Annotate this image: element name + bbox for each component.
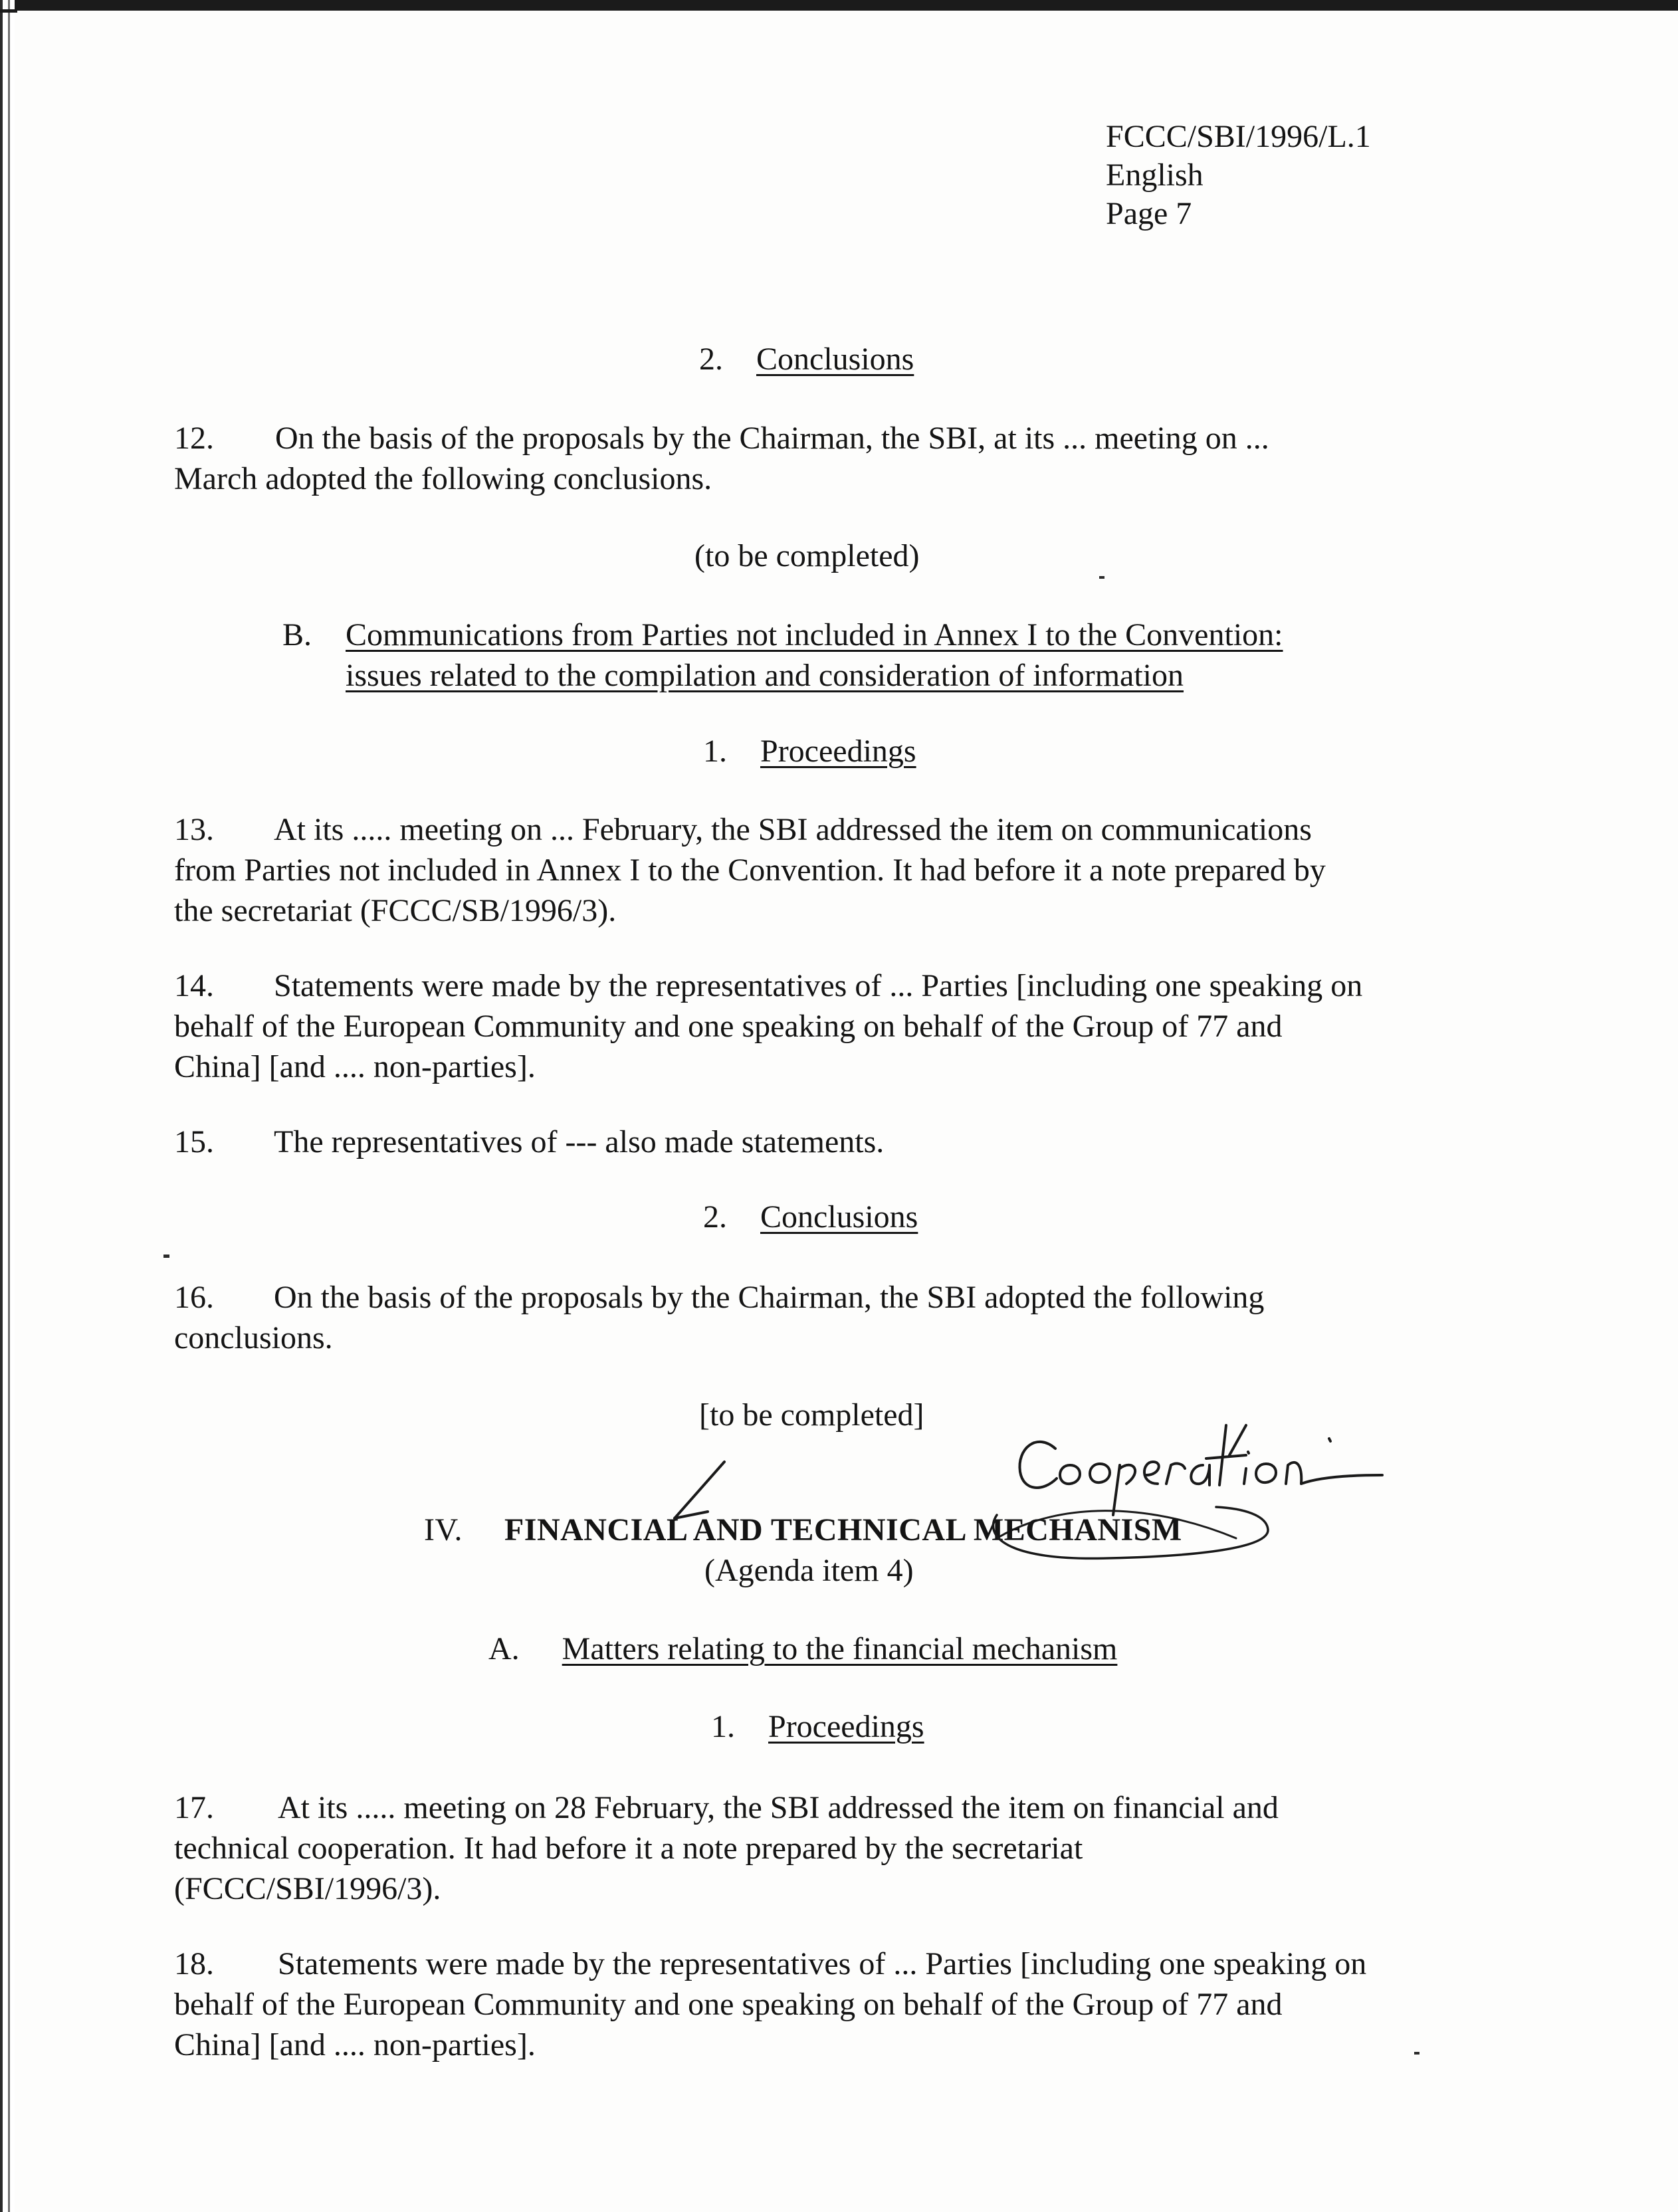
placeholder-to-be-completed: (to be completed) [694, 538, 920, 573]
document-symbol: FCCC/SBI/1996/L.1 [1106, 119, 1371, 154]
handwritten-circle-mark [977, 1495, 1283, 1575]
section-title: Conclusions [760, 1199, 918, 1235]
section-title: Matters relating to the financial mechanism [562, 1631, 1118, 1666]
scan-top-border [0, 0, 1678, 11]
paragraph-line: (FCCC/SBI/1996/3). [174, 1871, 441, 1906]
section-letter: A. [488, 1631, 520, 1666]
section-heading-proceedings [711, 1706, 924, 1747]
paragraph-line: technical cooperation. It had before it a note prepared by the secretariat [174, 1831, 1083, 1866]
paragraph-number: 13. [174, 812, 214, 847]
placeholder-to-be-completed: [to be completed] [699, 1397, 924, 1433]
paragraph-line: from Parties not included in Annex I to the Convention. It had before it a note prepared by [174, 853, 1326, 888]
paragraph-line: At its ..... meeting on ... February, the SBI addressed the item on communications [274, 812, 1312, 847]
section-heading-proceedings [703, 731, 916, 771]
paragraph-line: conclusions. [174, 1320, 333, 1356]
section-number: 2. [703, 1199, 727, 1235]
paragraph-15 [174, 1122, 884, 1162]
section-number: 1. [711, 1709, 735, 1744]
paragraph-number: 12. [174, 421, 214, 456]
chapter-numeral: IV. [424, 1512, 463, 1548]
scan-speck [1099, 576, 1104, 579]
section-heading-conclusions [703, 1197, 918, 1237]
paragraph-line: At its ..... meeting on 28 February, the SBI addressed the item on financial and [278, 1790, 1279, 1825]
section-number: 2. [699, 342, 723, 377]
scan-speck [163, 1255, 169, 1258]
section-title: Proceedings [760, 734, 916, 769]
agenda-item-label: (Agenda item 4) [704, 1553, 914, 1588]
paragraph-line: March adopted the following conclusions. [174, 461, 712, 496]
section-letter: B. [282, 617, 312, 653]
paragraph-number: 17. [174, 1790, 214, 1825]
paragraph-number: 15. [174, 1124, 214, 1159]
section-title: Proceedings [768, 1709, 924, 1744]
paragraph-16 [174, 1277, 1264, 1358]
paragraph-number: 16. [174, 1280, 214, 1315]
section-title-line: issues related to the compilation and consideration of information [346, 658, 1184, 693]
scan-speck [1414, 2052, 1419, 2055]
section-heading-communications [346, 615, 1283, 696]
scan-corner-mark [0, 9, 17, 13]
document-symbol-header [1106, 118, 1371, 233]
section-number: 1. [703, 734, 727, 769]
section-title: Conclusions [756, 342, 914, 377]
paragraph-14 [174, 965, 1362, 1087]
paragraph-13 [174, 809, 1326, 931]
paragraph-line: Statements were made by the representatives of ... Parties [including one speaking on [274, 968, 1363, 1003]
paragraph-18 [174, 1944, 1366, 2065]
paragraph-line: the secretariat (FCCC/SB/1996/3). [174, 893, 617, 928]
paragraph-12 [174, 418, 1269, 499]
paragraph-line: behalf of the European Community and one speaking on behalf of the Group of 77 and [174, 1987, 1283, 2022]
paragraph-line: Statements were made by the representatives of ... Parties [including one speaking on [278, 1946, 1367, 1981]
section-heading-financial-matters [488, 1629, 1117, 1669]
paragraph-line: China] [and .... non-parties]. [174, 2027, 536, 2062]
paragraph-line: The representatives of --- also made statements. [274, 1124, 885, 1159]
document-language: English [1106, 157, 1204, 193]
paragraph-number: 18. [174, 1946, 214, 1981]
scan-left-border [0, 0, 15, 2212]
paragraph-line: China] [and .... non-parties]. [174, 1049, 536, 1084]
paragraph-line: On the basis of the proposals by the Chairman, the SBI, at its ... meeting on ... [275, 421, 1269, 456]
section-title-line: Communications from Parties not included in Annex I to the Convention: [346, 617, 1283, 653]
paragraph-17 [174, 1787, 1279, 1909]
chapter-title: FINANCIAL AND TECHNICAL MECHANISM [504, 1512, 1182, 1548]
paragraph-number: 14. [174, 968, 214, 1003]
section-heading-conclusions [699, 339, 914, 379]
page-number: Page 7 [1106, 196, 1192, 231]
paragraph-line: behalf of the European Community and one speaking on behalf of the Group of 77 and [174, 1009, 1283, 1044]
paragraph-line: On the basis of the proposals by the Chairman, the SBI adopted the following [274, 1280, 1265, 1315]
